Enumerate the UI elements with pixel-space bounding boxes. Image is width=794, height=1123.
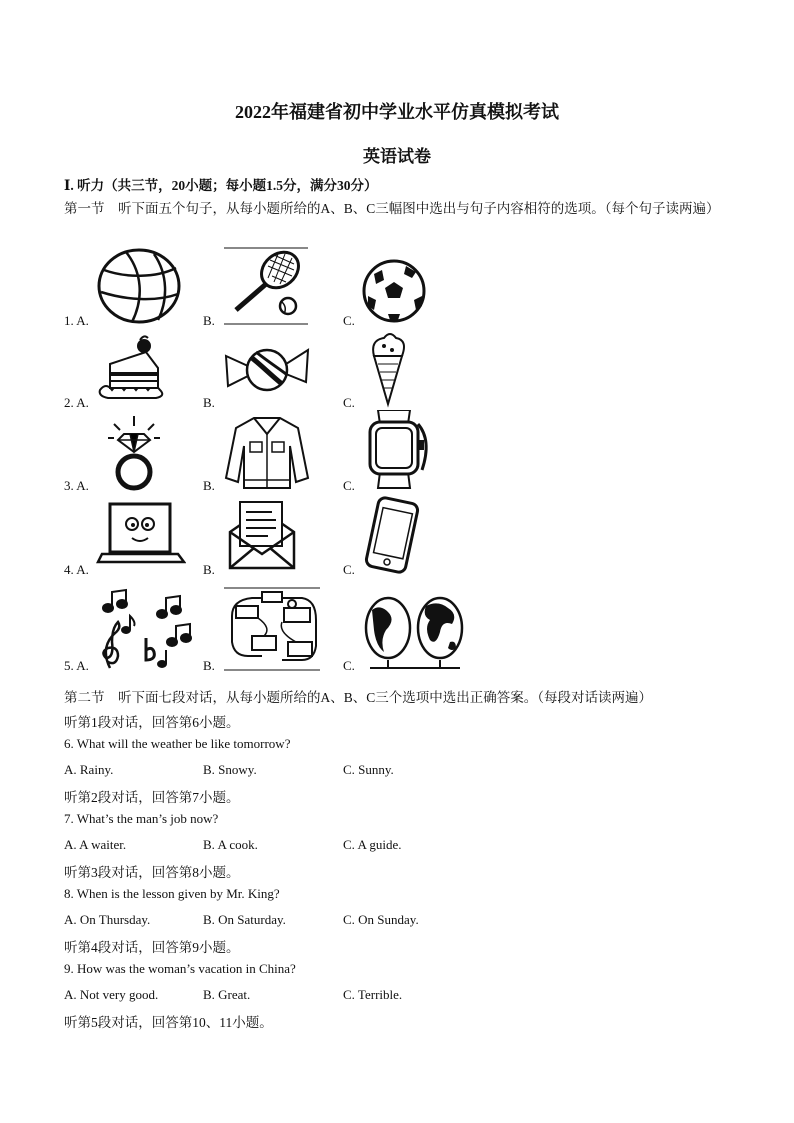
tennis-racket-icon	[222, 246, 312, 326]
question-6: 6. What will the weather be like tomorrow?	[64, 736, 291, 751]
q1-label-a: 1. A.	[64, 313, 89, 328]
exam-title: 2022年福建省初中学业水平仿真模拟考试	[235, 102, 559, 122]
q3-label-b: B.	[203, 478, 215, 493]
laptop-icon	[96, 500, 186, 566]
section2-instruction: 第二节 听下面七段对话，从每小题所给的A、B、C三个选项中选出正确答案。（每段对话读两遍）	[64, 690, 653, 705]
globe-map-icon	[362, 590, 468, 670]
section1-instruction: 第一节 听下面五个句子，从每小题所给的A、B、C三幅图中选出与句子内容相符的选项。（每个句子读两遍）	[64, 201, 720, 216]
q5-label-c: C.	[343, 658, 355, 673]
q5-label-b: B.	[203, 658, 215, 673]
q2-label-b: B.	[203, 395, 215, 410]
q8-option-b[interactable]: B. On Saturday.	[203, 912, 286, 927]
dialogue-2-intro: 听第2段对话，回答第7小题。	[64, 790, 240, 805]
q7-option-c[interactable]: C. A guide.	[343, 837, 402, 852]
question-8: 8. When is the lesson given by Mr. King?	[64, 886, 280, 901]
dialogue-3-intro: 听第3段对话，回答第8小题。	[64, 865, 240, 880]
q2-label-c: C.	[343, 395, 355, 410]
question-7: 7. What’s the man’s job now?	[64, 811, 219, 826]
q5-label-a: 5. A.	[64, 658, 89, 673]
basketball-icon	[96, 248, 186, 326]
candy-icon	[222, 336, 312, 402]
dialogue-1-intro: 听第1段对话，回答第6小题。	[64, 715, 240, 730]
dialogue-5-intro: 听第5段对话，回答第10、11小题。	[64, 1015, 273, 1030]
q8-option-c[interactable]: C. On Sunday.	[343, 912, 419, 927]
music-notes-icon	[96, 588, 196, 672]
q4-label-b: B.	[203, 562, 215, 577]
soccer-ball-icon	[362, 256, 428, 326]
dialogue-4-intro: 听第4段对话，回答第9小题。	[64, 940, 240, 955]
q6-option-c[interactable]: C. Sunny.	[343, 762, 394, 777]
ice-cream-icon	[362, 330, 412, 410]
q1-label-b: B.	[203, 313, 215, 328]
smartwatch-icon	[362, 410, 434, 490]
circuit-icon	[222, 586, 322, 672]
envelope-letter-icon	[222, 498, 302, 572]
q6-option-a[interactable]: A. Rainy.	[64, 762, 114, 777]
q9-option-b[interactable]: B. Great.	[203, 987, 251, 1002]
part1-heading: Ⅰ. 听力（共三节，20小题；每小题1.5分，满分30分）	[64, 178, 378, 193]
diamond-ring-icon	[100, 412, 170, 492]
q9-option-a[interactable]: A. Not very good.	[64, 987, 159, 1002]
q6-option-b[interactable]: B. Snowy.	[203, 762, 257, 777]
q4-label-c: C.	[343, 562, 355, 577]
cake-icon	[96, 334, 168, 404]
q9-option-c[interactable]: C. Terrible.	[343, 987, 403, 1002]
question-9: 9. How was the woman’s vacation in China?	[64, 961, 296, 976]
q1-label-c: C.	[343, 313, 355, 328]
q3-label-c: C.	[343, 478, 355, 493]
q2-label-a: 2. A.	[64, 395, 89, 410]
exam-subtitle: 英语试卷	[363, 147, 431, 166]
jacket-icon	[222, 412, 312, 492]
smartphone-icon	[362, 496, 426, 574]
q4-label-a: 4. A.	[64, 562, 89, 577]
q3-label-a: 3. A.	[64, 478, 89, 493]
q7-option-b[interactable]: B. A cook.	[203, 837, 258, 852]
q7-option-a[interactable]: A. A waiter.	[64, 837, 127, 852]
q8-option-a[interactable]: A. On Thursday.	[64, 912, 151, 927]
